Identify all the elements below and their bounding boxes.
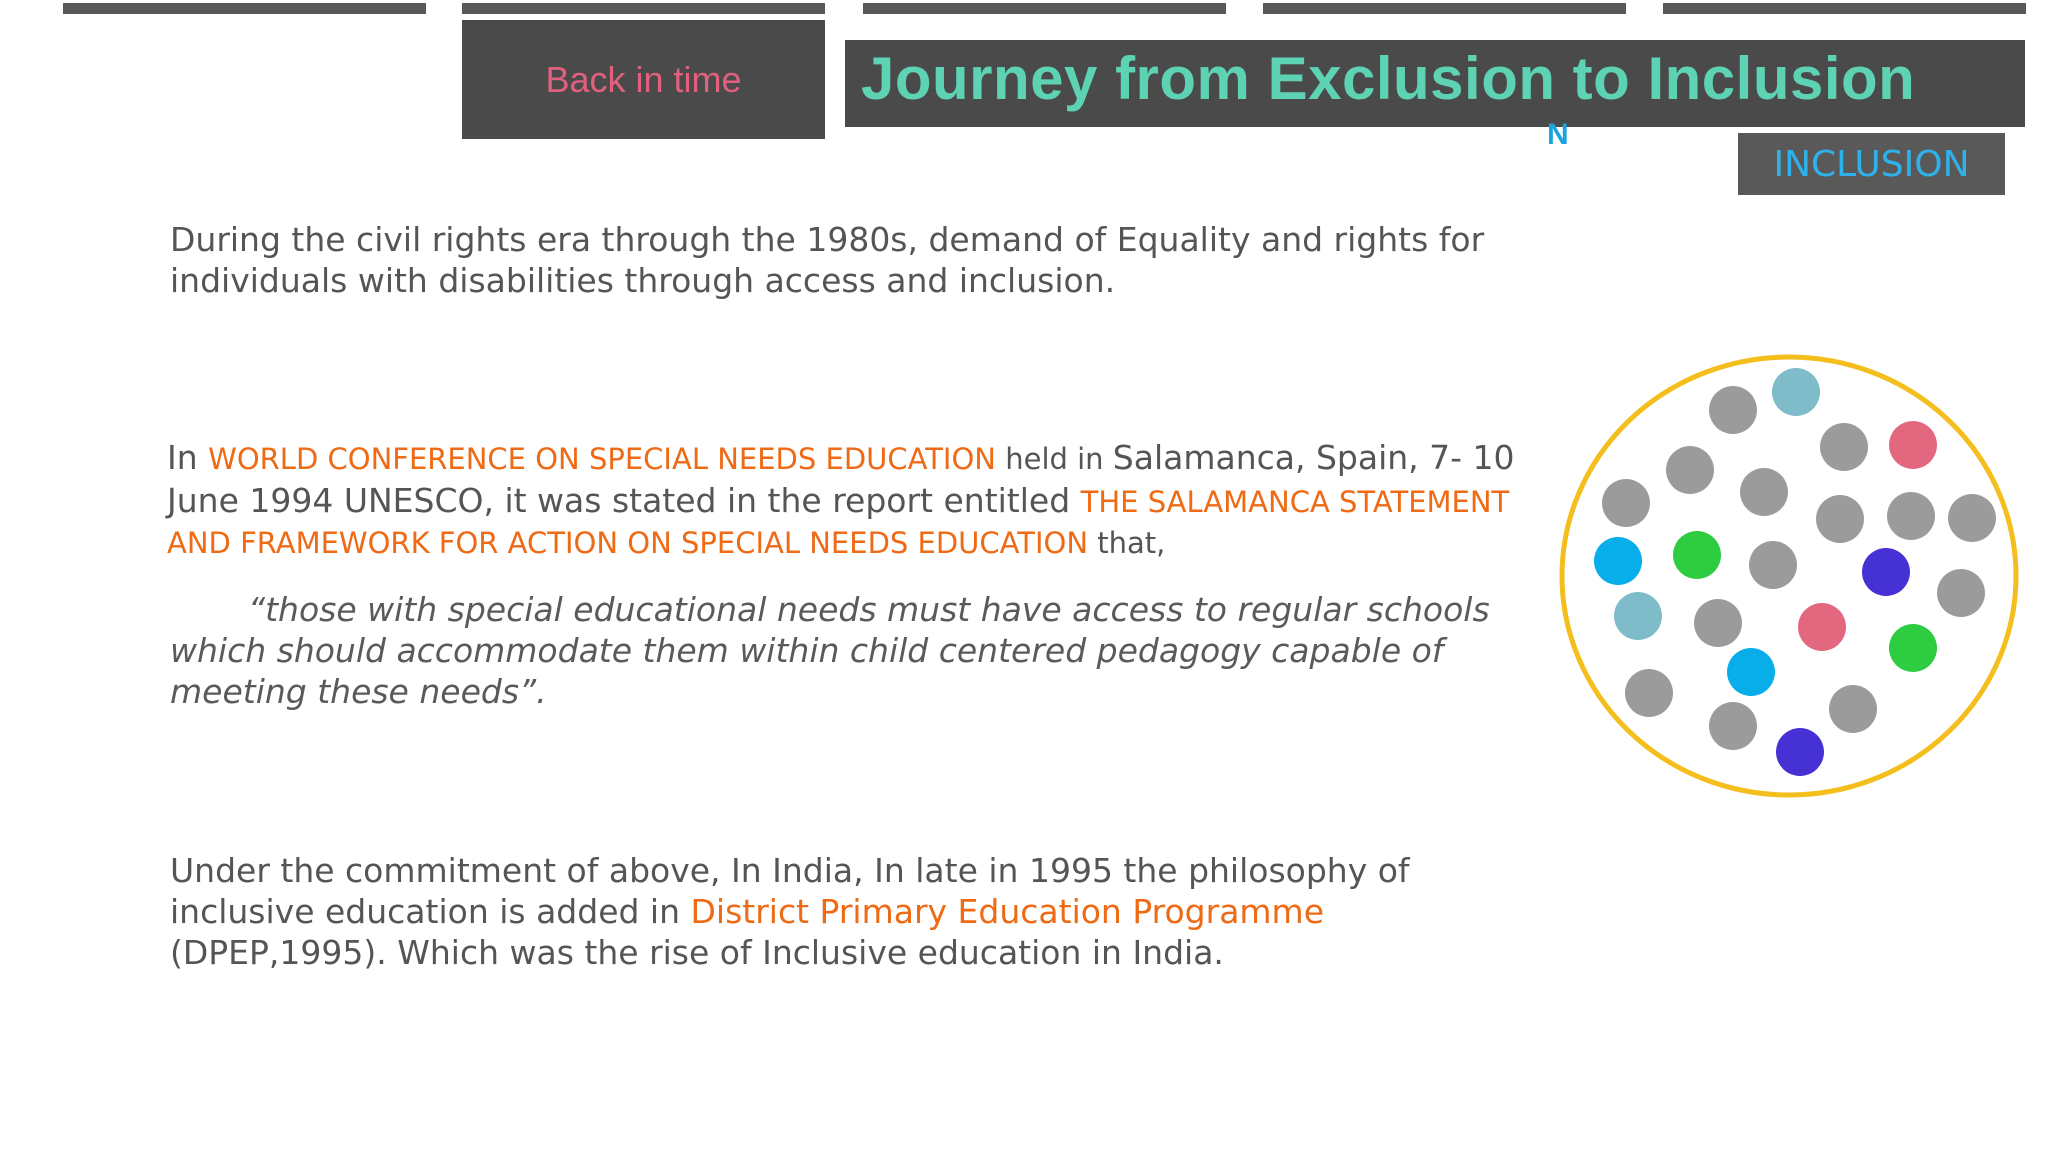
dot-grey-9 — [1887, 492, 1935, 540]
dot-grey-13 — [1749, 541, 1797, 589]
top-tab-bar-3[interactable] — [863, 3, 1226, 14]
dot-light-blue-2 — [1772, 368, 1820, 416]
dot-green-12 — [1673, 531, 1721, 579]
dot-cyan-11 — [1594, 537, 1642, 585]
inclusion-circle-illustration — [1556, 352, 2022, 802]
framework-title: AND FRAMEWORK FOR ACTION ON SPECIAL NEEDS EDUCATION — [167, 526, 1089, 560]
inclusion-circle-svg — [1556, 352, 2022, 802]
p2-line-3 — [167, 523, 1527, 562]
dot-grey-3 — [1820, 423, 1868, 471]
inclusion-button[interactable] — [1738, 133, 2005, 195]
quote-line-1: “those with special educational needs must have access to regular schools — [248, 590, 1490, 629]
dot-pink-4 — [1889, 421, 1937, 469]
salamanca-quote — [170, 589, 1530, 712]
quote-line-2: which should accommodate them within child centered pedagogy capable of — [170, 631, 1444, 670]
dot-green-19 — [1889, 624, 1937, 672]
back-in-time-button[interactable] — [462, 20, 825, 139]
p1-line-1: During the civil rights era through the 1980s, demand of Equality and rights for — [170, 220, 1485, 259]
dot-indigo-14 — [1862, 548, 1910, 596]
dot-pink-18 — [1798, 603, 1846, 651]
dot-grey-21 — [1625, 669, 1673, 717]
p3-line2-text: inclusive education is added in — [170, 892, 691, 931]
p2-line2-text: June 1994 UNESCO, it was stated in the report entitled — [167, 481, 1081, 520]
dot-light-blue-16 — [1614, 592, 1662, 640]
dot-grey-23 — [1829, 685, 1877, 733]
dot-grey-15 — [1937, 569, 1985, 617]
inclusion-label: INCLUSION — [1773, 143, 1970, 185]
dot-grey-1 — [1709, 386, 1757, 434]
paragraph-civil-rights — [170, 219, 1530, 301]
page-title: Journey from Exclusion to Inclusion — [861, 45, 1916, 112]
dot-indigo-24 — [1776, 728, 1824, 776]
dot-grey-5 — [1666, 446, 1714, 494]
salamanca-statement: THE SALAMANCA STATEMENT — [1080, 485, 1510, 519]
p2-in: In — [167, 438, 209, 477]
dot-grey-7 — [1602, 479, 1650, 527]
p2-line-1 — [167, 437, 1527, 480]
back-in-time-label: Back in time — [545, 58, 742, 100]
p2-held: held in — [996, 442, 1113, 476]
p3-line-3: (DPEP,1995). Which was the rise of Inclusive education in India. — [170, 933, 1224, 972]
p2-that: that, — [1088, 526, 1166, 560]
p3-line-2 — [170, 891, 1530, 932]
quote-line-3: meeting these needs”. — [170, 672, 547, 711]
p3-line-1: Under the commitment of above, In India, In late in 1995 the philosophy of — [170, 851, 1410, 890]
top-tab-bar-1[interactable] — [63, 3, 426, 14]
conference-name: WORLD CONFERENCE ON SPECIAL NEEDS EDUCATION — [208, 442, 996, 476]
title-banner — [845, 40, 2025, 127]
paragraph-salamanca — [167, 437, 1527, 562]
top-tab-bar-5[interactable] — [1663, 3, 2026, 14]
top-tab-bar-4[interactable] — [1263, 3, 1626, 14]
dpep-name: District Primary Education Programme — [690, 892, 1325, 931]
p1-line-2: individuals with disabilities through access and inclusion. — [170, 261, 1116, 300]
dot-grey-17 — [1694, 599, 1742, 647]
dot-grey-10 — [1948, 494, 1996, 542]
paragraph-dpep — [170, 850, 1530, 973]
stray-letter: N — [1547, 118, 1569, 151]
p2-line-2 — [167, 480, 1527, 523]
dot-grey-22 — [1709, 702, 1757, 750]
dot-grey-6 — [1740, 468, 1788, 516]
top-tab-bar-2[interactable] — [462, 3, 825, 14]
dot-grey-8 — [1816, 495, 1864, 543]
p2-place: Salamanca, Spain, 7- 10 — [1112, 438, 1515, 477]
dot-cyan-20 — [1727, 648, 1775, 696]
